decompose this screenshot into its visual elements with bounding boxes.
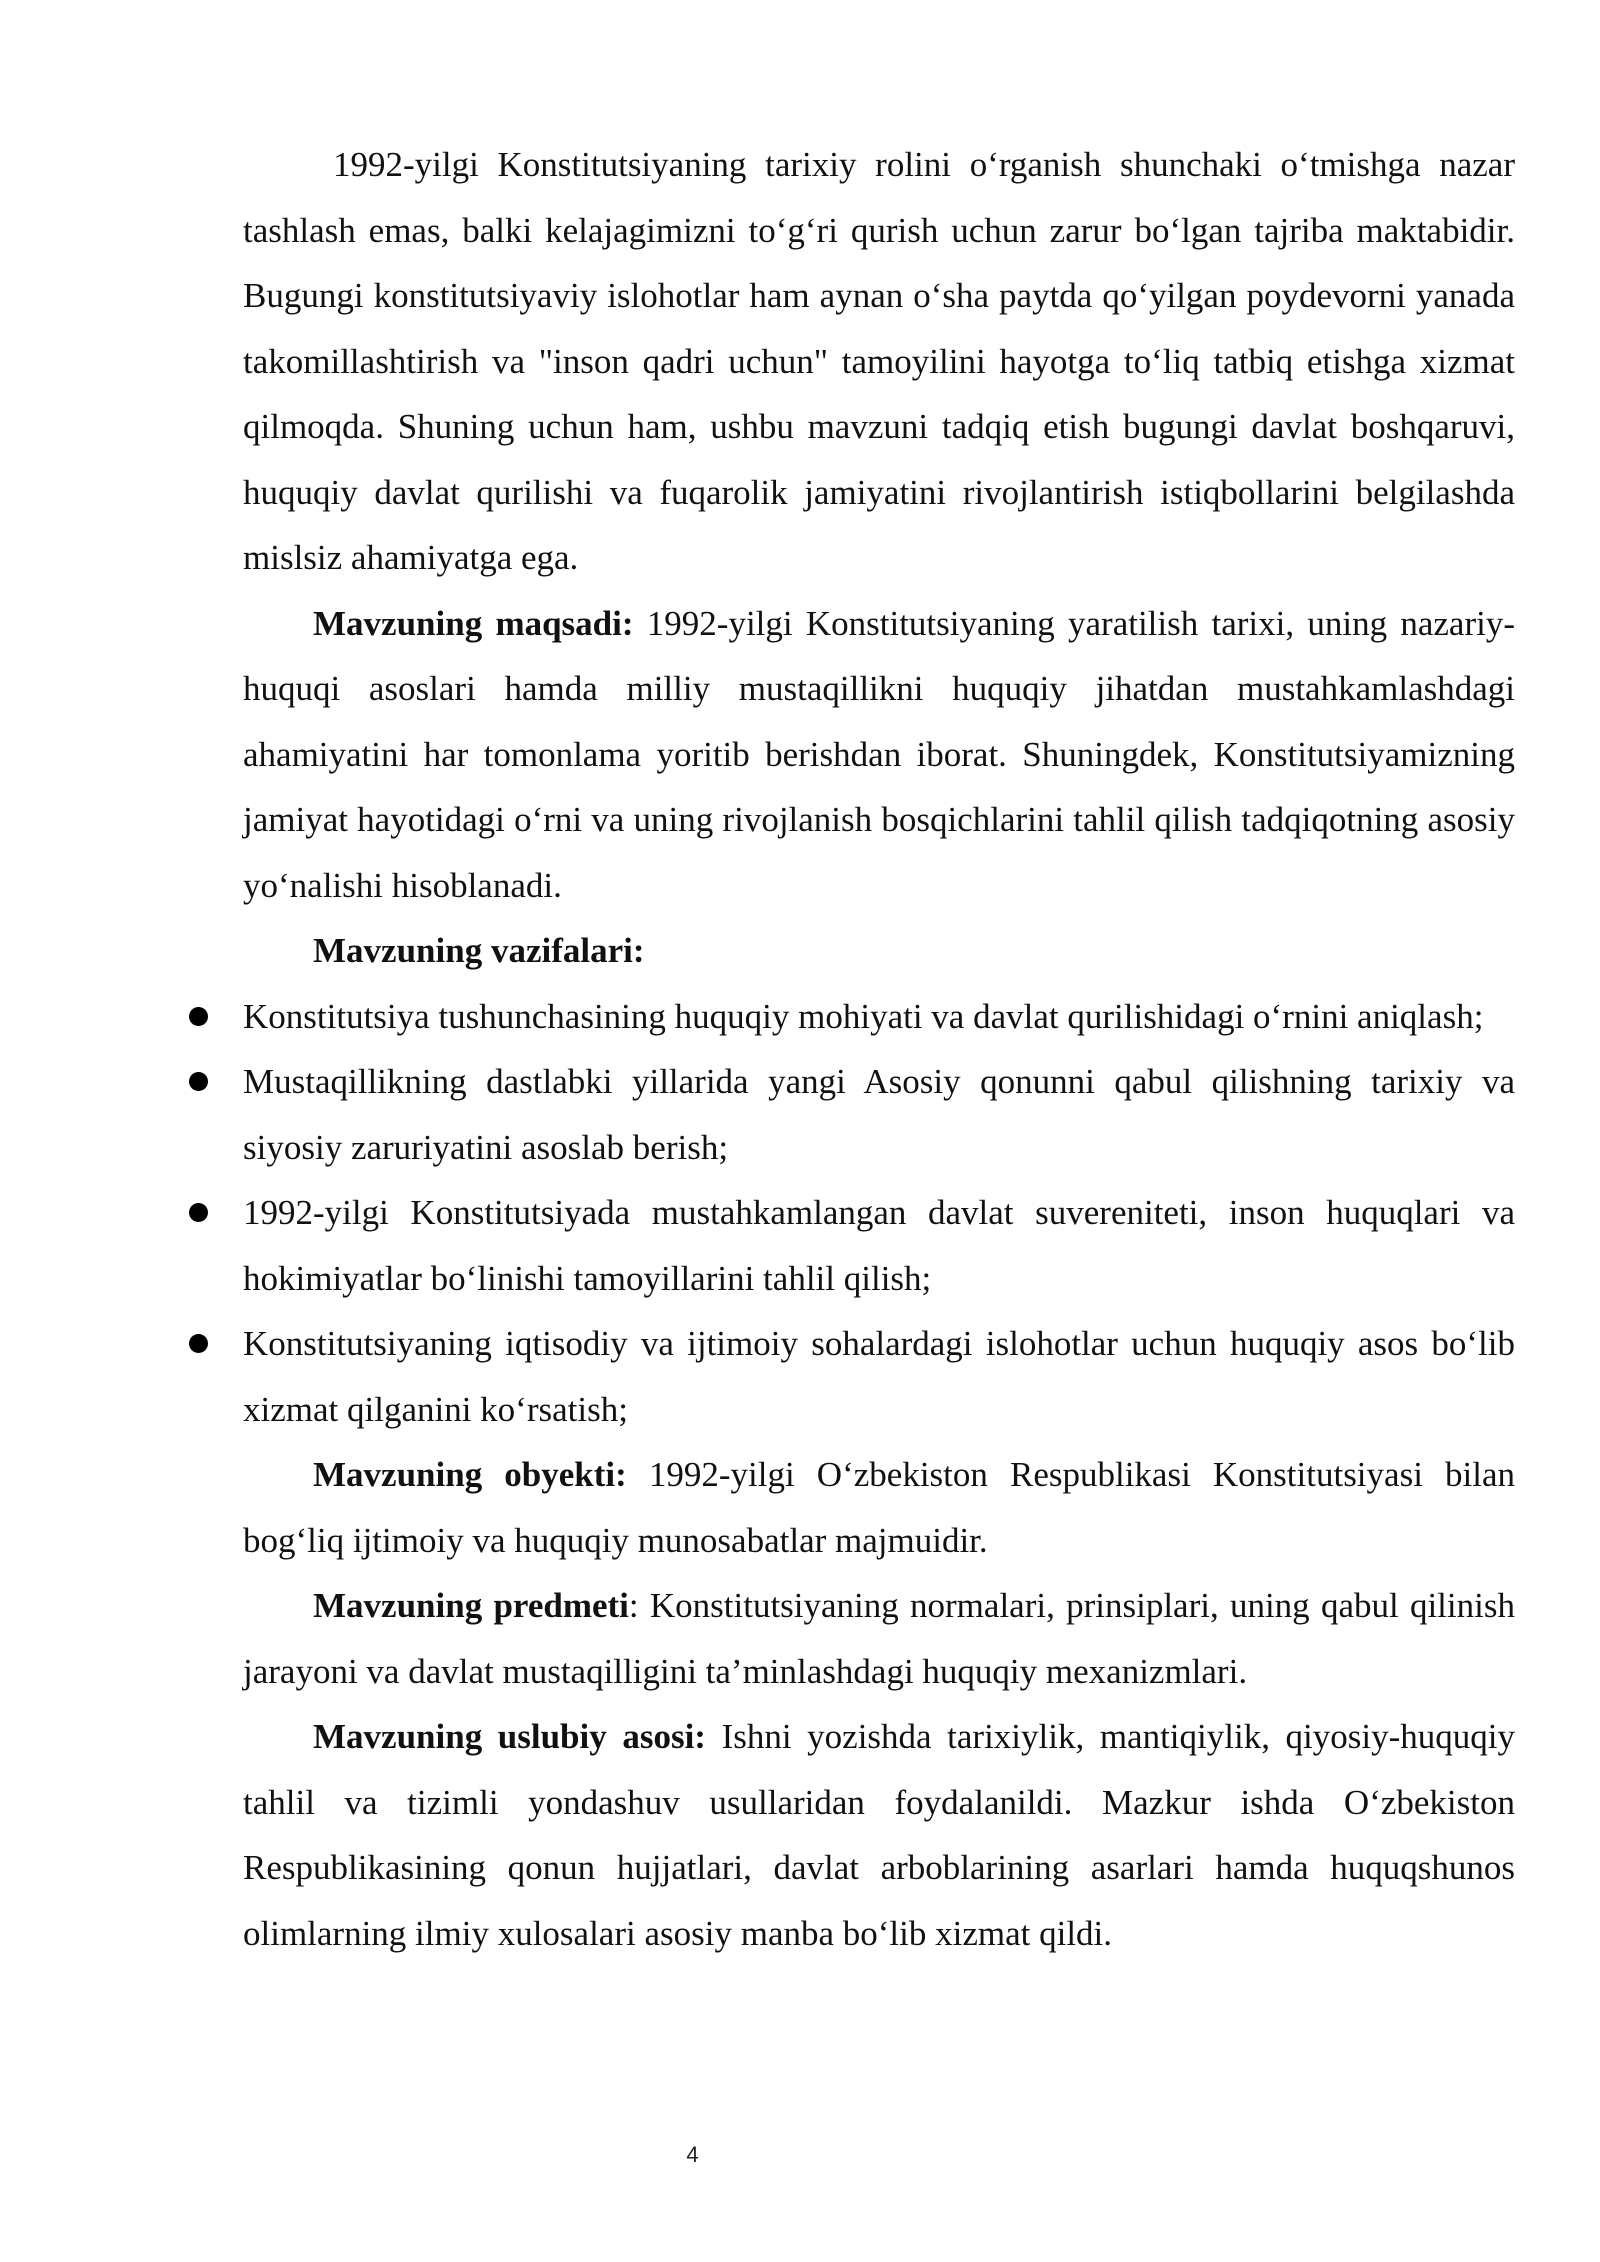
document-page [243, 132, 1515, 1966]
goal-paragraph [243, 591, 1515, 919]
page-number: 4 [686, 2142, 699, 2167]
subject-text: : Konstitutsiyaning normalari, prinsiplari, uning qabul qilinish jarayoni va davlat mustaqilligini ta’minlashdagi huquqiy mexanizmlari. [243, 1586, 1515, 1691]
bullet-icon [189, 1072, 208, 1091]
goal-label: Mavzuning maqsadi: [313, 603, 634, 643]
bullet-icon [189, 1203, 208, 1222]
list-item [243, 1311, 1515, 1442]
list-item [243, 1180, 1515, 1311]
method-label: Mavzuning uslubiy asosi: [313, 1717, 706, 1756]
intro-paragraph: 1992-yilgi Konstitutsiyaning tarixiy rolini o‘rganish shunchaki o‘tmishga nazar tashlash emas, balki kelajagimizni to‘g‘ri qurish uchun zarur bo‘lgan tajriba maktabidir. Bugungi konstitutsiyaviy islohotlar ham aynan o‘sha paytda qo‘yilgan poydevorni yanada takomillashtirish va "inson qadri uchun" tamoyilini hayotga to‘liq tatbiq etishga xizmat qilmoqda. Shuning uchun ham, ushbu mavzuni tadqiq etish bugungi davlat boshqaruvi, huquqiy davlat qurilishi va fuqarolik jamiyatini rivojlantirish istiqbollarini belgilashda mislsiz ahamiyatga ega. [243, 145, 1515, 577]
object-paragraph [243, 1442, 1515, 1573]
tasks-list [243, 984, 1515, 1443]
task-text: Mustaqillikning dastlabki yillarida yangi Asosiy qonunni qabul qilishning tarixiy va siyosiy zaruriyatini asoslab berish; [243, 1062, 1515, 1167]
method-text: Ishni yozishda tarixiylik, mantiqiylik, qiyosiy-huquqiy tahlil va tizimli yondashuv usullaridan foydalanildi. Mazkur ishda O‘zbekiston Respublikasining qonun hujjatlari, davlat arboblarining asarlari hamda huquqshunos olimlarning ilmiy xulosalari asosiy manba bo‘lib xizmat qildi. [243, 1717, 1515, 1953]
list-item [243, 1049, 1515, 1180]
method-paragraph [243, 1704, 1515, 1966]
subject-label: Mavzuning predmeti [313, 1586, 629, 1625]
task-text: 1992-yilgi Konstitutsiyada mustahkamlangan davlat suvereniteti, inson huquqlari va hokimiyatlar bo‘linishi tamoyillarini tahlil qilish; [243, 1193, 1515, 1298]
bullet-icon [189, 1334, 208, 1353]
object-text: 1992-yilgi O‘zbekiston Respublikasi Konstitutsiyasi bilan bog‘liq ijtimoiy va huquqiy munosabatlar majmuidir. [243, 1455, 1515, 1560]
bullet-icon [189, 1007, 208, 1026]
list-item [243, 984, 1515, 1050]
task-text: Konstitutsiya tushunchasining huquqiy mohiyati va davlat qurilishidagi o‘rnini aniqlash; [243, 996, 1484, 1036]
subject-paragraph [243, 1573, 1515, 1704]
goal-text: 1992-yilgi Konstitutsiyaning yaratilish tarixi, uning nazariy-huquqi asoslari hamda milliy mustaqillikni huquqiy jihatdan mustahkamlashdagi ahamiyatini har tomonlama yoritib berishdan iborat. Shuningdek, Konstitutsiyamizning jamiyat hayotidagi o‘rni va uning rivojlanish bosqichlarini tahlil qilish tadqiqotning asosiy yo‘nalishi hisoblanadi. [243, 603, 1515, 905]
object-label: Mavzuning obyekti: [313, 1455, 627, 1494]
tasks-heading: Mavzuning vazifalari: [313, 931, 645, 970]
task-text: Konstitutsiyaning iqtisodiy va ijtimoiy sohalardagi islohotlar uchun huquqiy asos bo‘lib xizmat qilganini ko‘rsatish; [243, 1324, 1515, 1429]
